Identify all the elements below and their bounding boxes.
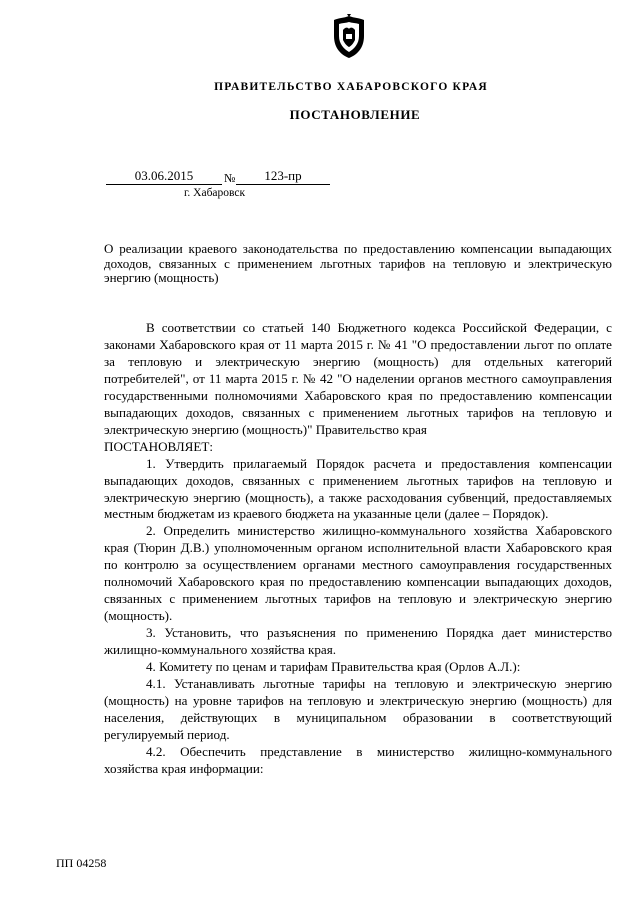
resolves-heading: ПОСТАНОВЛЯЕТ: — [104, 438, 214, 454]
number-sign: № — [224, 171, 236, 185]
clause-4-1: 4.1. Устанавливать льготные тарифы на тепловую и электрическую энергию (мощность) на уровне тарифов на тепловую и электрическую энергию (мощность) для населения, действующих в муниципальном образовании в соответствующий регулируемый период. — [104, 676, 612, 742]
clause-4-2: 4.2. Обеспечить представление в министерство жилищно-коммунального хозяйства края информации: — [104, 743, 612, 776]
government-title: ПРАВИТЕЛЬСТВО ХАБАРОВСКОГО КРАЯ — [214, 81, 488, 93]
clause-2: 2. Определить министерство жилищно-коммунального хозяйства Хабаровского края (Тюрин Д.В.) уполномоченным органом исполнительной власти Хабаровского края по контролю за осуществлением органами местного самоуправления государственных полномочий Хабаровского края по предоставлению компенсации выпадающих доходов, связанных с применением льготных тарифов на тепловую и электрическую энергию (мощность). — [104, 523, 612, 624]
document-code: ПП 04258 — [56, 856, 107, 870]
clause-4: 4. Комитету по ценам и тарифам Правительства края (Орлов А.Л.): — [146, 659, 521, 675]
document-subject: О реализации краевого законодательства по предоставлению компенсации выпадающих доходов, связанных с применением льготных тарифов на тепловую и электрическую энергию (мощность) — [104, 241, 612, 286]
clause-3: 3. Установить, что разъяснения по применению Порядка дает министерство жилищно-коммунального хозяйства края. — [104, 625, 612, 658]
coat-of-arms-icon — [330, 14, 368, 60]
document-date: 03.06.2015 — [106, 168, 222, 185]
clause-1: 1. Утвердить прилагаемый Порядок расчета и предоставления компенсации выпадающих доходов, связанных с применением льготных тарифов на тепловую и электрическую энергию (мощность), а также расходования субвенций, предоставляемых местным бюджетам из краевого бюджета на указанные цели (далее – Порядок). — [104, 455, 612, 522]
document-body — [104, 320, 612, 778]
document-type: ПОСТАНОВЛЕНИЕ — [289, 107, 421, 122]
document-city: г. Хабаровск — [184, 187, 246, 199]
intro-paragraph: В соответствии со статьей 140 Бюджетного кодекса Российской Федерации, с законами Хабаровского края от 11 марта 2015 г. № 41 "О предоставлении льгот по оплате за тепловую и электрическую энергию (мощность) для отдельных категорий потребителей", от 11 марта 2015 г. № 42 "О наделении органов местного самоуправления государственными полномочиями Хабаровского края по предоставлению компенсации выпадающих доходов, связанных с применением льготных тарифов на тепловую и электрическую энергию (мощность)" Правительство края — [104, 320, 612, 437]
document-number: 123-пр — [236, 168, 330, 185]
